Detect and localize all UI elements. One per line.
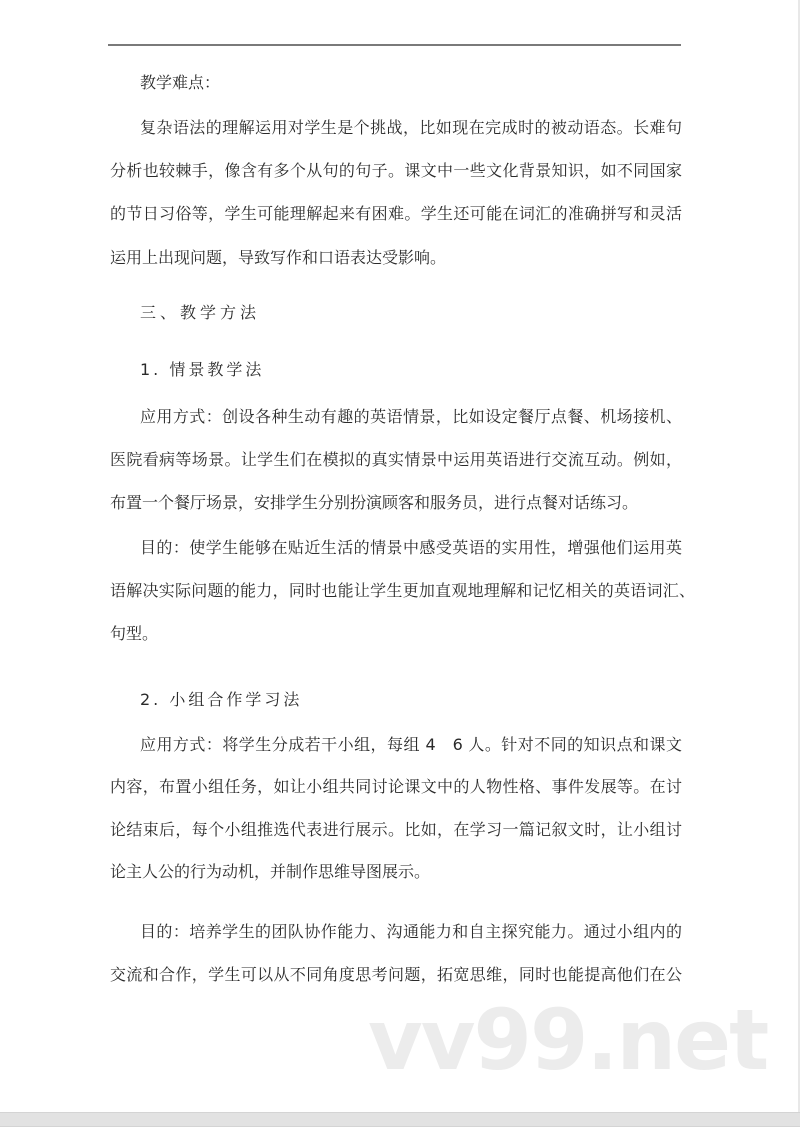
paragraph-line: 的节日习俗等，学生可能理解起来有困难。学生还可能在词汇的准确拼写和灵活: [110, 204, 682, 223]
page-separator: [0, 1112, 800, 1127]
paragraph-line: 论结束后，每个小组推选代表进行展示。比如，在学习一篇记叙文时，让小组讨: [110, 820, 682, 839]
paragraph-line: 交流和合作，学生可以从不同角度思考问题，拓宽思维，同时也能提高他们在公: [110, 965, 682, 984]
paragraph-line: 分析也较棘手，像含有多个从句的句子。课文中一些文化背景知识，如不同国家: [110, 161, 682, 180]
paragraph-line: 句型。: [110, 624, 159, 643]
paragraph-line: 目的：使学生能够在贴近生活的情景中感受英语的实用性，增强他们运用英: [140, 538, 682, 557]
paragraph-line: 论主人公的行为动机，并制作思维导图展示。: [110, 862, 431, 881]
paragraph-line: 运用上出现问题，导致写作和口语表达受影响。: [110, 248, 447, 267]
paragraph-line: 医院看病等场景。让学生们在模拟的真实情景中运用英语进行交流互动。例如，: [110, 450, 682, 469]
paragraph-line: 复杂语法的理解运用对学生是个挑战，比如现在完成时的被动语态。长难句: [140, 118, 682, 137]
paragraph-line: 应用方式：将学生分成若干小组，每组 4 6 人。针对不同的知识点和课文: [140, 735, 682, 754]
paragraph-line: 内容，布置小组任务，如让小组共同讨论课文中的人物性格、事件发展等。在讨: [110, 777, 682, 796]
method1-heading: 1. 情景教学法: [140, 360, 265, 379]
paragraph-line: 布置一个餐厅场景，安排学生分别扮演顾客和服务员，进行点餐对话练习。: [110, 493, 639, 512]
paragraph-line: 应用方式：创设各种生动有趣的英语情景，比如设定餐厅点餐、机场接机、: [140, 407, 682, 426]
paragraph-line: 语解决实际问题的能力，同时也能让学生更加直观地理解和记忆相关的英语词汇、: [110, 581, 695, 600]
method2-heading: 2. 小组合作学习法: [140, 690, 303, 709]
watermark: vv99.net: [368, 991, 768, 1089]
section-heading: 三、教学方法: [140, 303, 261, 322]
paragraph-line: 目的：培养学生的团队协作能力、沟通能力和自主探究能力。通过小组内的: [140, 922, 682, 941]
header-rule: [108, 44, 681, 46]
difficulty-heading: 教学难点：: [140, 73, 221, 92]
